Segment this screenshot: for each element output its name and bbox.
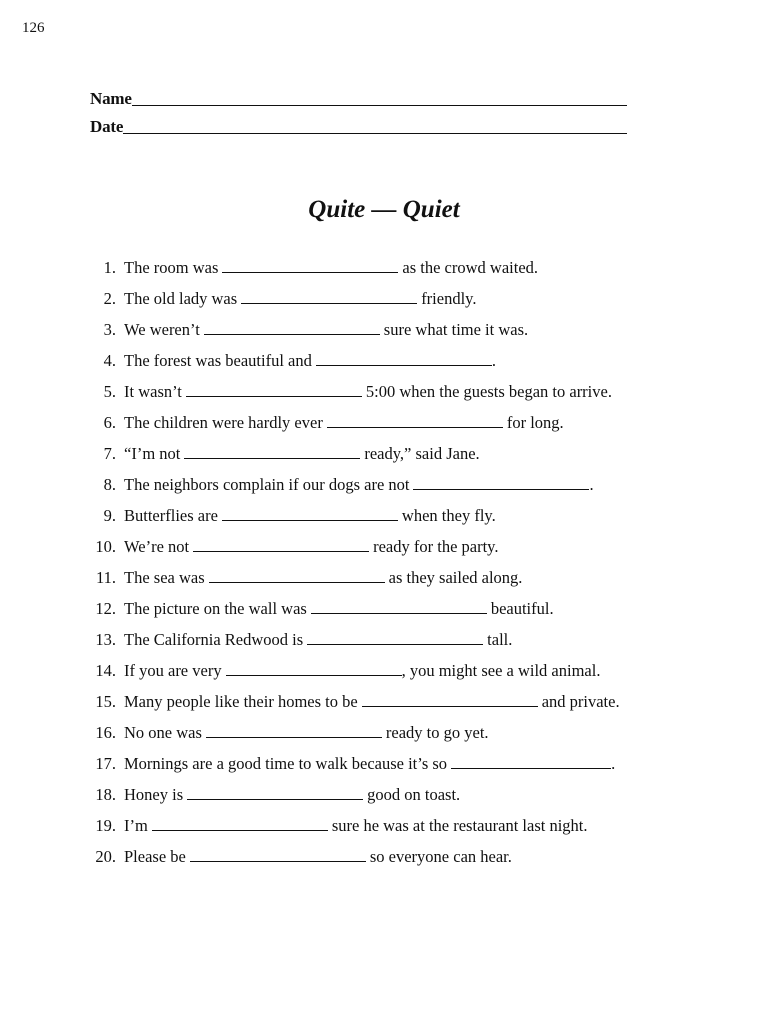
question-text-before: The forest was beautiful and xyxy=(124,351,312,370)
question-text xyxy=(124,258,538,278)
question-text xyxy=(124,754,615,774)
question-text-before: I’m xyxy=(124,816,148,835)
question-text-after: sure he was at the restaurant last night. xyxy=(331,816,588,835)
question-item xyxy=(88,785,620,816)
question-item xyxy=(88,537,620,568)
question-text-after: ready,” said Jane. xyxy=(364,444,480,463)
question-item xyxy=(88,847,620,878)
question-number: 7. xyxy=(103,444,116,463)
question-number: 3. xyxy=(103,320,116,339)
question-text xyxy=(124,599,554,619)
question-text xyxy=(124,630,512,650)
question-item xyxy=(88,382,620,413)
question-text xyxy=(124,692,620,712)
question-item xyxy=(88,568,620,599)
question-text xyxy=(124,475,594,495)
question-text-after: 5:00 when the guests began to arrive. xyxy=(365,382,612,401)
question-number: 9. xyxy=(103,506,116,525)
question-number: 1. xyxy=(103,258,116,277)
question-text xyxy=(124,506,496,526)
question-text-after: and private. xyxy=(541,692,620,711)
answer-blank[interactable] xyxy=(311,601,487,614)
question-number: 11. xyxy=(95,568,116,587)
question-text-before: No one was xyxy=(124,723,202,742)
question-text-before: The California Redwood is xyxy=(124,630,304,649)
question-item xyxy=(88,816,620,847)
question-text-after: ready to go yet. xyxy=(385,723,489,742)
answer-blank[interactable] xyxy=(307,632,483,645)
answer-blank[interactable] xyxy=(451,756,611,769)
answer-blank[interactable] xyxy=(152,818,328,831)
question-text xyxy=(124,816,588,836)
question-number: 5. xyxy=(103,382,116,401)
question-number: 17. xyxy=(95,754,116,773)
question-text-before: Honey is xyxy=(124,785,184,804)
answer-blank[interactable] xyxy=(362,694,538,707)
question-text-before: It wasn’t xyxy=(124,382,182,401)
question-text-after: ready for the party. xyxy=(373,537,499,556)
question-text xyxy=(124,444,480,464)
question-item xyxy=(88,661,620,692)
question-text-before: The room was xyxy=(124,258,219,277)
answer-blank[interactable] xyxy=(222,508,398,521)
answer-blank[interactable] xyxy=(184,446,360,459)
question-text-after: beautiful. xyxy=(490,599,554,618)
question-item xyxy=(88,692,620,723)
question-number: 12. xyxy=(95,599,116,618)
question-item xyxy=(88,320,620,351)
question-text xyxy=(124,847,512,867)
answer-blank[interactable] xyxy=(193,539,369,552)
question-number: 16. xyxy=(95,723,116,742)
question-number: 6. xyxy=(103,413,116,432)
question-text-before: The neighbors complain if our dogs are not xyxy=(124,475,410,494)
answer-blank[interactable] xyxy=(226,663,402,676)
question-text-after: for long. xyxy=(506,413,564,432)
name-line[interactable] xyxy=(132,90,627,106)
question-text-after: good on toast. xyxy=(367,785,461,804)
question-text xyxy=(124,568,522,588)
question-number: 2. xyxy=(103,289,116,308)
question-text-after: . xyxy=(491,351,496,370)
question-text-before: The sea was xyxy=(124,568,205,587)
question-item xyxy=(88,723,620,754)
answer-blank[interactable] xyxy=(222,260,398,273)
question-text-after: tall. xyxy=(487,630,513,649)
question-item xyxy=(88,413,620,444)
question-text-after: , you might see a wild animal. xyxy=(401,661,601,680)
question-item xyxy=(88,475,620,506)
question-text-before: The children were hardly ever xyxy=(124,413,323,432)
question-item xyxy=(88,630,620,661)
date-field[interactable] xyxy=(90,117,627,137)
question-text-before: We’re not xyxy=(124,537,190,556)
question-number: 13. xyxy=(95,630,116,649)
answer-blank[interactable] xyxy=(316,353,492,366)
question-text-after: . xyxy=(611,754,616,773)
answer-blank[interactable] xyxy=(204,322,380,335)
question-item xyxy=(88,444,620,475)
question-text-after: sure what time it was. xyxy=(383,320,529,339)
question-text-after: as they sailed along. xyxy=(388,568,523,587)
question-item xyxy=(88,351,620,382)
question-text xyxy=(124,661,600,681)
question-text-before: If you are very xyxy=(124,661,222,680)
question-text xyxy=(124,537,498,557)
answer-blank[interactable] xyxy=(206,725,382,738)
question-text xyxy=(124,351,496,371)
question-text xyxy=(124,382,612,402)
question-text-before: Many people like their homes to be xyxy=(124,692,358,711)
question-number: 18. xyxy=(95,785,116,804)
name-field[interactable] xyxy=(90,89,627,109)
question-item xyxy=(88,599,620,630)
question-number: 20. xyxy=(95,847,116,866)
question-number: 10. xyxy=(95,537,116,556)
question-text-after: when they fly. xyxy=(401,506,496,525)
question-text-before: The picture on the wall was xyxy=(124,599,307,618)
question-text-before: Mornings are a good time to walk because it’s so xyxy=(124,754,448,773)
question-number: 14. xyxy=(95,661,116,680)
answer-blank[interactable] xyxy=(413,477,589,490)
answer-blank[interactable] xyxy=(186,384,362,397)
date-label: Date xyxy=(90,117,124,136)
question-item xyxy=(88,258,620,289)
question-text-before: Please be xyxy=(124,847,186,866)
question-text-before: We weren’t xyxy=(124,320,200,339)
question-text xyxy=(124,785,460,805)
question-list xyxy=(88,258,620,878)
question-item xyxy=(88,289,620,320)
answer-blank[interactable] xyxy=(241,291,417,304)
question-item xyxy=(88,754,620,785)
question-text-after: . xyxy=(589,475,594,494)
question-item xyxy=(88,506,620,537)
worksheet-title: Quite — Quiet xyxy=(308,196,460,223)
name-label: Name xyxy=(90,89,132,108)
question-text-before: The old lady was xyxy=(124,289,238,308)
answer-blank[interactable] xyxy=(187,787,363,800)
date-line[interactable] xyxy=(123,118,627,134)
question-text xyxy=(124,320,528,340)
question-text xyxy=(124,723,489,743)
question-number: 8. xyxy=(103,475,116,494)
question-number: 4. xyxy=(103,351,116,370)
question-text xyxy=(124,413,564,433)
answer-blank[interactable] xyxy=(190,849,366,862)
question-text-after: so everyone can hear. xyxy=(369,847,512,866)
answer-blank[interactable] xyxy=(327,415,503,428)
question-text-after: as the crowd waited. xyxy=(402,258,539,277)
page-number: 126 xyxy=(22,20,45,36)
question-number: 15. xyxy=(95,692,116,711)
answer-blank[interactable] xyxy=(209,570,385,583)
question-text-before: Butterflies are xyxy=(124,506,218,525)
question-number: 19. xyxy=(95,816,116,835)
question-text-after: friendly. xyxy=(421,289,477,308)
question-text-before: “I’m not xyxy=(124,444,181,463)
question-text xyxy=(124,289,476,309)
